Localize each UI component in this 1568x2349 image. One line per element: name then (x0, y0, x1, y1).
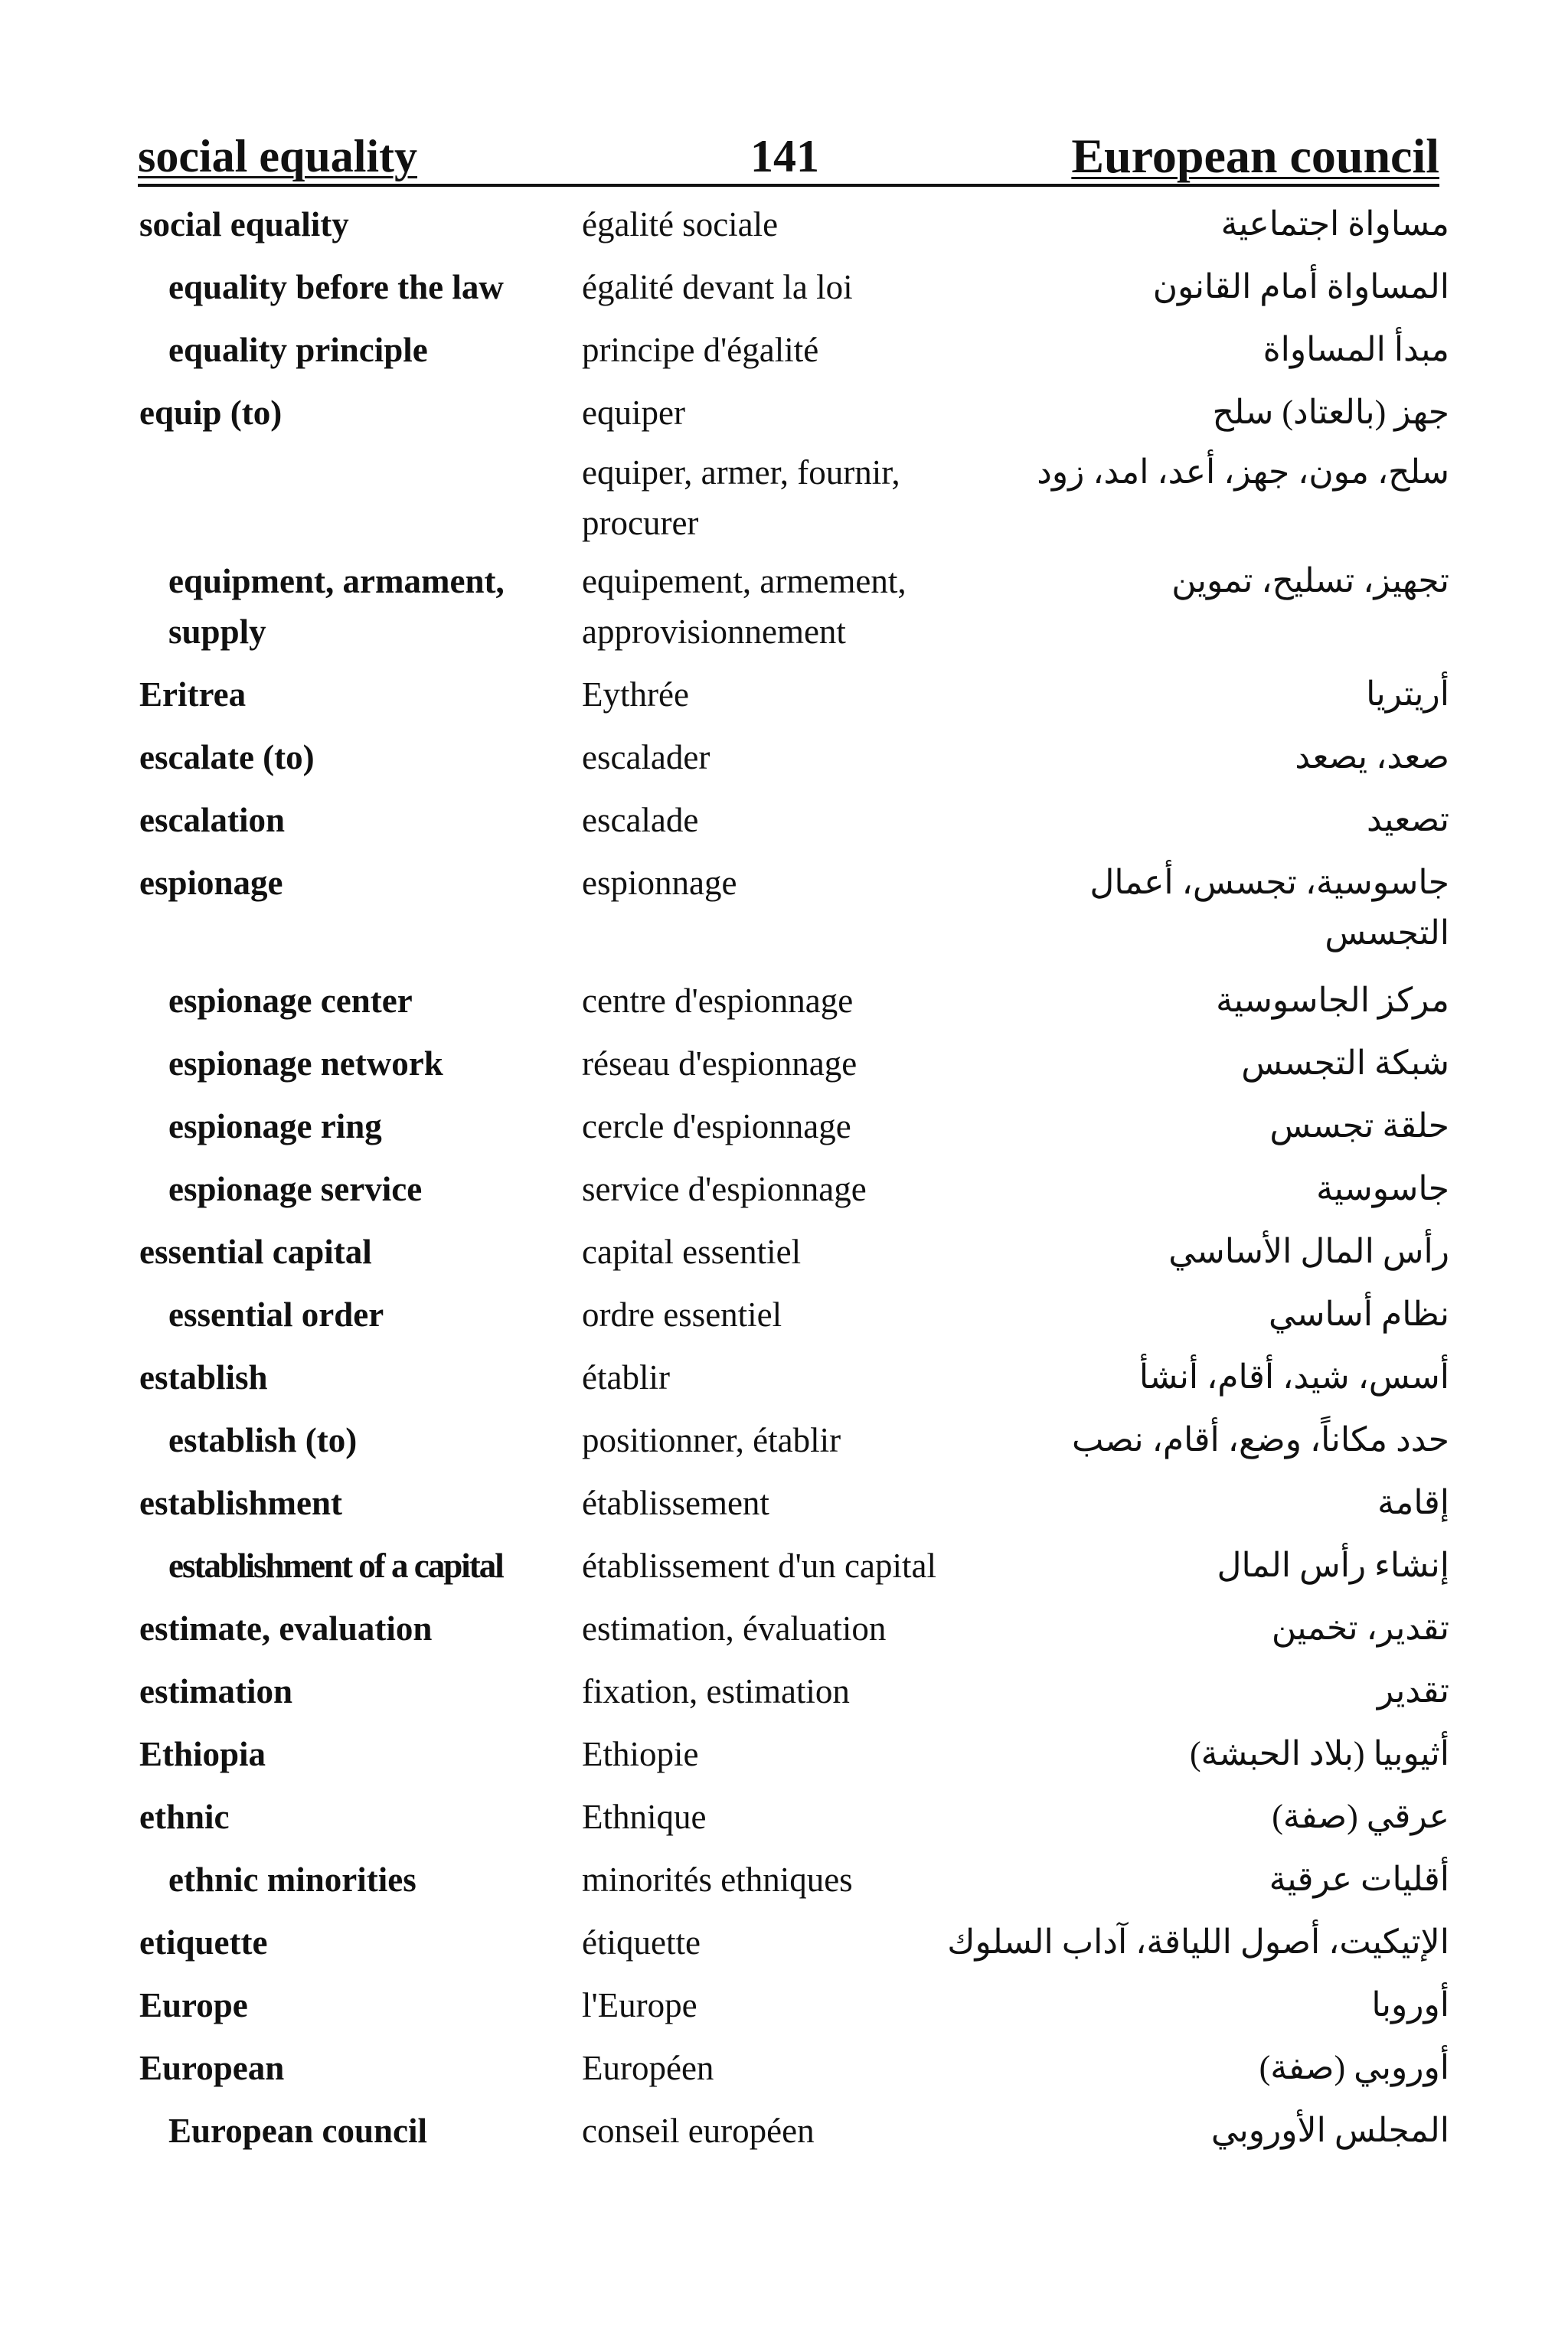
french-term: réseau d'espionnage (582, 1044, 858, 1083)
french-term: cercle d'espionnage (582, 1107, 851, 1145)
french-term: Eythrée (582, 675, 689, 714)
header-rule (138, 184, 1439, 187)
arabic-term: جاسوسية (1316, 1170, 1449, 1207)
arabic-term: حدد مكاناً، وضع، أقام، نصب (1072, 1421, 1449, 1459)
arabic-term: مبدأ المساواة (1263, 331, 1449, 368)
arabic-term: الإتيكيت، أصول اللياقة، آداب السلوك (947, 1923, 1449, 1961)
entry-row (0, 199, 1568, 262)
entry-row (0, 1729, 1568, 1792)
french-term: Ethiopie (582, 1735, 699, 1773)
entry-row (0, 1980, 1568, 2043)
french-term: centre d'espionnage (582, 982, 854, 1020)
entry-row (0, 1478, 1568, 1540)
header-last-entry: European council (1071, 129, 1439, 183)
french-term: Ethnique (582, 1798, 707, 1836)
english-term: establish (to) (168, 1421, 358, 1459)
entry-row (0, 669, 1568, 732)
entry-row (0, 1917, 1568, 1980)
english-term: Europe (139, 1986, 248, 2024)
arabic-term: أريتريا (1366, 675, 1449, 713)
arabic-term: تقدير (1377, 1672, 1449, 1710)
arabic-term: جهز (بالعتاد) سلح (1212, 394, 1449, 431)
entry-row (0, 2106, 1568, 2168)
english-term: European council (168, 2112, 427, 2150)
french-term: Européen (582, 2049, 714, 2087)
entry-row (0, 1227, 1568, 1289)
french-term: equipement, armement, approvisionnement (582, 562, 906, 651)
arabic-term: إنشاء رأس المال (1217, 1547, 1449, 1584)
french-term: equiper, armer, fournir, procurer (582, 453, 900, 542)
english-term: estimate, evaluation (139, 1609, 433, 1648)
french-term: equiper (582, 394, 685, 432)
english-term: equality principle (168, 331, 428, 369)
entry-row (0, 1038, 1568, 1101)
arabic-term: حلقة تجسس (1269, 1107, 1449, 1145)
english-term: Ethiopia (139, 1735, 266, 1773)
arabic-term: إقامة (1377, 1484, 1449, 1521)
english-term: ethnic minorities (168, 1861, 416, 1899)
arabic-term: أقليات عرقية (1269, 1861, 1449, 1898)
english-term: espionage network (168, 1044, 443, 1083)
arabic-term: رأس المال الأساسي (1168, 1233, 1449, 1270)
entry-row (0, 1164, 1568, 1227)
french-term: escalade (582, 801, 699, 839)
french-term: capital essentiel (582, 1233, 802, 1271)
entry-row (0, 1101, 1568, 1164)
french-term: escalader (582, 738, 710, 776)
entry-list (0, 199, 1568, 2168)
arabic-term: نظام أساسي (1268, 1295, 1449, 1333)
entry-row (0, 387, 1568, 447)
arabic-term: صعد، يصعد (1295, 738, 1449, 776)
header-first-entry: social equality (138, 131, 418, 181)
arabic-term: مساواة اجتماعية (1220, 205, 1449, 243)
entry-row (0, 556, 1568, 669)
arabic-term: مركز الجاسوسية (1216, 982, 1449, 1019)
entry-row (0, 1666, 1568, 1729)
arabic-term: أوروبا (1371, 1986, 1449, 2024)
arabic-term: تقدير، تخمين (1271, 1609, 1449, 1647)
arabic-term: المساواة أمام القانون (1152, 268, 1449, 305)
french-term: minorités ethniques (582, 1861, 853, 1899)
entry-row (0, 1415, 1568, 1478)
entry-row (0, 1540, 1568, 1603)
arabic-term: تجهيز، تسليح، تموين (1171, 562, 1449, 600)
entry-row (0, 1603, 1568, 1666)
english-term: espionage service (168, 1170, 423, 1208)
entry-row (0, 795, 1568, 858)
entry-row (0, 975, 1568, 1038)
entry-row (0, 325, 1568, 387)
french-term: établir (582, 1358, 670, 1397)
arabic-term: شبكة التجسس (1241, 1044, 1449, 1082)
english-term: essential capital (139, 1233, 372, 1271)
french-term: positionner, établir (582, 1421, 841, 1459)
english-term: essential order (168, 1295, 384, 1334)
english-term: equality before the law (168, 268, 504, 306)
page-header (138, 126, 1439, 191)
arabic-term: تصعيد (1366, 801, 1449, 838)
english-term: equip (to) (139, 394, 283, 432)
english-term: escalate (to) (139, 738, 315, 776)
english-term: social equality (139, 205, 349, 243)
french-term: étiquette (582, 1923, 701, 1962)
entry-row (0, 858, 1568, 975)
french-term: espionnage (582, 864, 737, 902)
arabic-term: سلح، مون، جهز، أعد، امد، زود (1037, 453, 1449, 491)
arabic-term: عرقي (صفة) (1272, 1798, 1449, 1835)
page-number: 141 (750, 131, 819, 181)
french-term: établissement (582, 1484, 769, 1522)
english-term: establishment (139, 1484, 343, 1522)
entry-row (0, 1854, 1568, 1917)
entry-row (0, 1792, 1568, 1854)
english-term: European (139, 2049, 285, 2087)
english-term: establish (139, 1358, 268, 1397)
french-term: égalité sociale (582, 205, 779, 243)
french-term: fixation, estimation (582, 1672, 850, 1710)
arabic-term: أثيوبيا (بلاد الحبشة) (1190, 1735, 1449, 1772)
french-term: égalité devant la loi (582, 268, 853, 306)
french-term: conseil européen (582, 2112, 815, 2150)
english-term: escalation (139, 801, 285, 839)
entry-row (0, 262, 1568, 325)
french-term: estimation, évaluation (582, 1609, 887, 1648)
french-term: ordre essentiel (582, 1295, 782, 1334)
english-term: ethnic (139, 1798, 230, 1836)
english-term: Eritrea (139, 675, 247, 714)
entry-row (0, 2043, 1568, 2106)
english-term: espionage (139, 864, 283, 902)
french-term: l'Europe (582, 1986, 697, 2024)
arabic-term: أسس، شيد، أقام، أنشأ (1138, 1358, 1449, 1396)
arabic-term: المجلس الأوروبي (1210, 2112, 1449, 2149)
english-term: estimation (139, 1672, 292, 1710)
entry-row (0, 447, 1568, 556)
arabic-term: جاسوسية، تجسس، أعمال التجسس (1089, 864, 1449, 952)
english-term: espionage ring (168, 1107, 382, 1145)
english-term: establishment of a capital (168, 1547, 503, 1585)
french-term: service d'espionnage (582, 1170, 867, 1208)
arabic-term: أوروبي (صفة) (1259, 2049, 1449, 2086)
english-term: espionage center (168, 982, 413, 1020)
entry-row (0, 1352, 1568, 1415)
entry-row (0, 732, 1568, 795)
french-term: principe d'égalité (582, 331, 819, 369)
french-term: établissement d'un capital (582, 1547, 936, 1585)
entry-row (0, 1289, 1568, 1352)
english-term: equipment, armament, supply (168, 562, 505, 651)
english-term: etiquette (139, 1923, 268, 1962)
